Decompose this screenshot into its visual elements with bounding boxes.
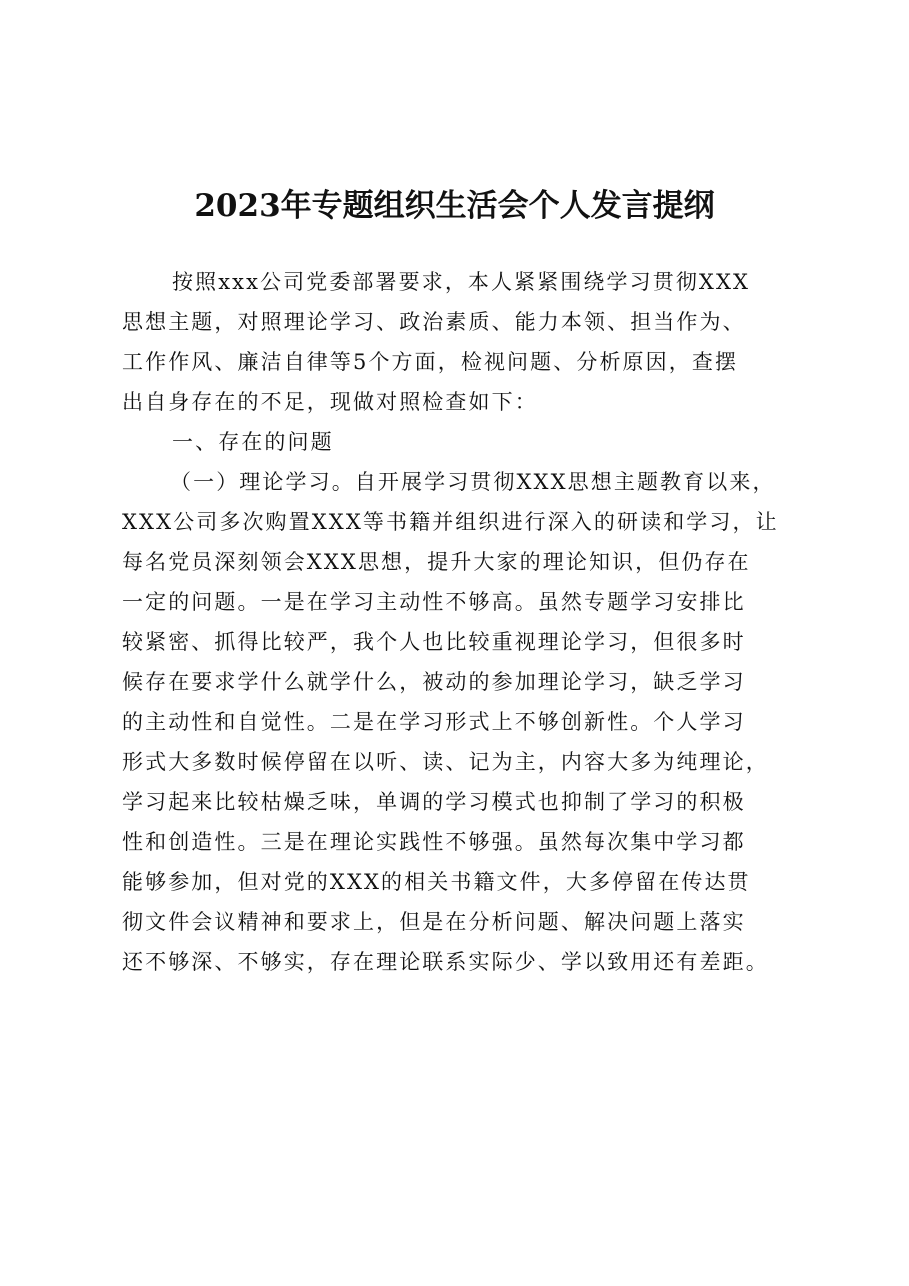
paragraph-theory-line-10: 性和创造性。三是在理论实践性不够强。虽然每次集中学习都 [122, 830, 746, 854]
paragraph-theory-line-5: 较紧密、抓得比较严，我个人也比较重视理论学习，但很多时 [122, 630, 746, 654]
paragraph-theory-line-12: 彻文件会议精神和要求上，但是在分析问题、解决问题上落实 [122, 910, 746, 934]
paragraph-intro-line-3: 工作作风、廉洁自律等5个方面，检视问题、分析原因，查摆 [122, 350, 739, 374]
section-heading: 一、存在的问题 [172, 430, 334, 454]
paragraph-theory-line-9: 学习起来比较枯燥乏味，单调的学习模式也抑制了学习的积极 [122, 790, 746, 814]
paragraph-theory-line-7: 的主动性和自觉性。二是在学习形式上不够创新性。个人学习 [122, 710, 746, 734]
paragraph-intro-line-4: 出自身存在的不足，现做对照检查如下： [122, 390, 538, 414]
paragraph-theory-line-1: （一）理论学习。自开展学习贯彻XXX思想主题教育以来， [170, 470, 776, 494]
paragraph-theory-line-3: 每名党员深刻领会XXX思想，提升大家的理论知识，但仍存在 [122, 550, 751, 574]
paragraph-intro-line-2: 思想主题，对照理论学习、政治素质、能力本领、担当作为、 [122, 310, 746, 334]
paragraph-theory-line-8: 形式大多数时候停留在以听、读、记为主，内容大多为纯理论， [122, 750, 769, 774]
paragraph-theory-line-6: 候存在要求学什么就学什么，被动的参加理论学习，缺乏学习 [122, 670, 746, 694]
document-title: 2023年专题组织生活会个人发言提纲 [194, 188, 715, 224]
paragraph-theory-line-11: 能够参加，但对党的XXX的相关书籍文件，大多停留在传达贯 [122, 870, 751, 894]
paragraph-intro-line-1: 按照xxx公司党委部署要求，本人紧紧围绕学习贯彻XXX [172, 270, 751, 294]
paragraph-theory-line-4: 一定的问题。一是在学习主动性不够高。虽然专题学习安排比 [122, 590, 746, 614]
paragraph-theory-line-2: XXX公司多次购置XXX等书籍并组织进行深入的研读和学习，让 [122, 510, 779, 534]
document-body [122, 262, 802, 982]
paragraph-theory-line-13: 还不够深、不够实，存在理论联系实际少、学以致用还有差距。 [122, 950, 769, 974]
